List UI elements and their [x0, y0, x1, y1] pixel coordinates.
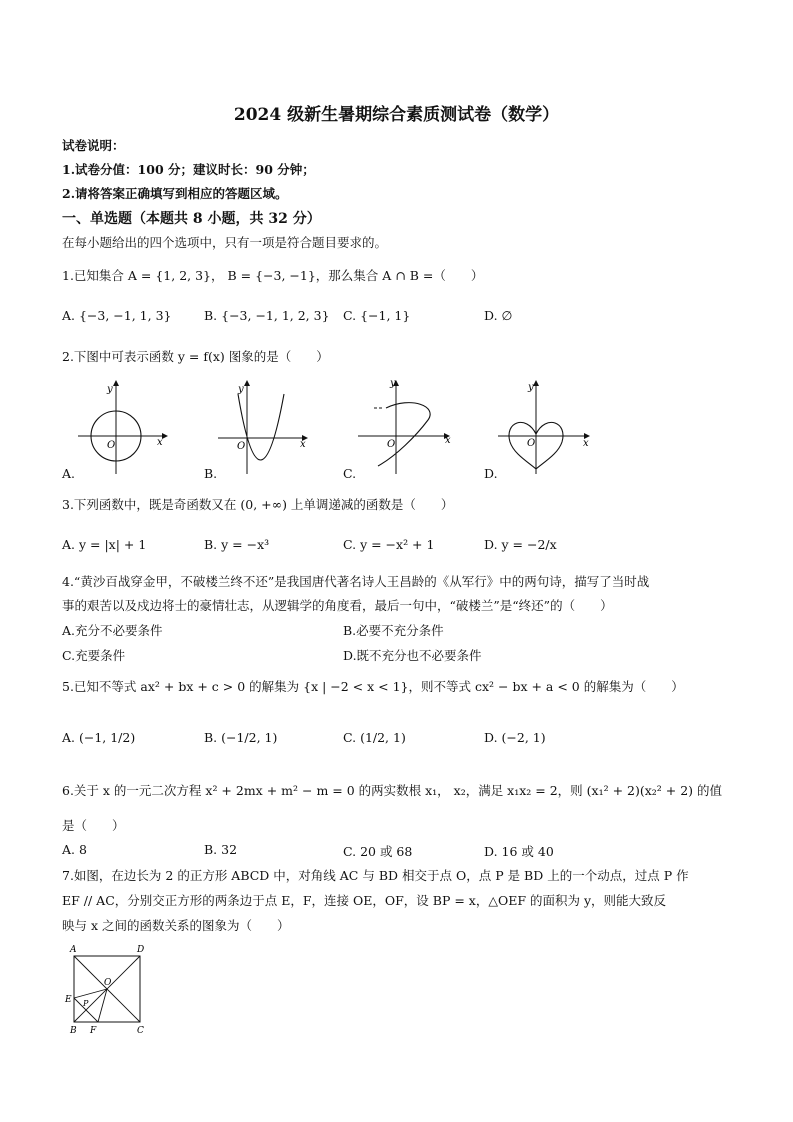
question-5-stem: 5.已知不等式 ax² + bx + c > 0 的解集为 {x | −2 < x < 1}，则不等式 cx² − bx + a < 0 的解集为（ ）: [62, 679, 684, 694]
question-7-stem-line-3: 映与 x 之间的函数关系的图象为（ ）: [62, 918, 290, 933]
question-3-option-a[interactable]: A. y = |x| + 1: [62, 537, 147, 552]
question-4-option-c[interactable]: C.充要条件: [62, 648, 126, 663]
question-1-option-c[interactable]: C. {−1, 1}: [343, 308, 411, 323]
question-1-option-d[interactable]: D. ∅: [484, 308, 513, 323]
graph-c-origin: O: [387, 439, 396, 450]
question-5-option-b[interactable]: B. (−1/2, 1): [204, 730, 278, 745]
question-4-option-b[interactable]: B.必要不充分条件: [343, 623, 444, 638]
question-6-stem-line-2: 是（ ）: [62, 818, 125, 833]
question-3-option-c[interactable]: C. y = −x² + 1: [343, 537, 435, 552]
graph-d: [496, 376, 596, 476]
graph-a: [76, 376, 171, 476]
graph-a-origin: O: [107, 440, 116, 451]
question-3-option-b[interactable]: B. y = −x³: [204, 537, 270, 552]
question-6-option-c[interactable]: C. 20 或 68: [343, 844, 413, 859]
question-2-option-b[interactable]: B.: [204, 466, 218, 481]
graph-c-axis-x: x: [445, 435, 451, 446]
square-label-c: C: [137, 1026, 144, 1036]
question-1-option-b[interactable]: B. {−3, −1, 1, 2, 3}: [204, 308, 330, 323]
section-1-heading: 一、单选题（本题共 8 小题，共 32 分）: [62, 211, 321, 227]
square-label-a: A: [70, 945, 77, 955]
question-2-option-a[interactable]: A.: [62, 466, 76, 481]
square-figure: [60, 940, 160, 1040]
graph-a-axis-x: x: [157, 437, 163, 448]
graph-b-axis-x: x: [300, 439, 306, 450]
question-4-stem-line-2: 事的艰苦以及戍边将士的豪情壮志，从逻辑学的角度看，最后一句中，“破楼兰”是“终还”的（ ）: [62, 598, 613, 613]
question-3-stem: 3.下列函数中，既是奇函数又在 (0, +∞) 上单调递减的函数是（ ）: [62, 497, 454, 512]
graph-b-origin: O: [237, 441, 246, 452]
question-3-option-d[interactable]: D. y = −2/x: [484, 537, 557, 552]
page-title: 2024 级新生暑期综合素质测试卷（数学）: [233, 105, 560, 125]
graph-b: [216, 376, 311, 476]
question-1-option-a[interactable]: A. {−3, −1, 1, 3}: [62, 308, 172, 323]
square-label-b: B: [70, 1026, 77, 1036]
square-label-p: P: [83, 999, 89, 1008]
question-2-stem: 2.下图中可表示函数 y = f(x) 图象的是（ ）: [62, 349, 329, 364]
square-label-f: F: [90, 1026, 97, 1036]
question-6-stem-line-1: 6.关于 x 的一元二次方程 x² + 2mx + m² − m = 0 的两实数根 x₁， x₂，满足 x₁x₂ = 2，则 (x₁² + 2)(x₂² + 2) 的值: [62, 783, 723, 798]
square-label-o: O: [104, 978, 112, 988]
square-label-d: D: [137, 945, 145, 955]
graph-d-axis-y: y: [528, 382, 534, 393]
question-5-option-c[interactable]: C. (1/2, 1): [343, 730, 406, 745]
instructions-line-2: 2.请将答案正确填写到相应的答题区域。: [62, 186, 288, 201]
graph-b-axis-y: y: [238, 384, 244, 395]
question-1-stem: 1.已知集合 A = {1, 2, 3}， B = {−3, −1}，那么集合 A ∩ B =（ ）: [62, 268, 484, 283]
question-7-stem-line-1: 7.如图，在边长为 2 的正方形 ABCD 中，对角线 AC 与 BD 相交于点 O，点 P 是 BD 上的一个动点，过点 P 作: [62, 868, 689, 883]
question-4-stem-line-1: 4.“黄沙百战穿金甲，不破楼兰终不还”是我国唐代著名诗人王昌龄的《从军行》中的两句诗，描写了当时战: [62, 574, 650, 589]
question-5-option-d[interactable]: D. (−2, 1): [484, 730, 546, 745]
question-2-option-d[interactable]: D.: [484, 466, 498, 481]
question-5-option-a[interactable]: A. (−1, 1/2): [62, 730, 136, 745]
instructions-heading: 试卷说明：: [62, 138, 125, 153]
graph-a-axis-y: y: [107, 384, 113, 395]
question-6-option-a[interactable]: A. 8: [62, 842, 87, 857]
question-4-option-a[interactable]: A.充分不必要条件: [62, 623, 163, 638]
question-7-stem-line-2: EF // AC，分别交正方形的两条边于点 E，F，连接 OE，OF，设 BP = x，△OEF 的面积为 y，则能大致反: [62, 893, 667, 908]
question-2-option-c[interactable]: C.: [343, 466, 357, 481]
question-4-option-d[interactable]: D.既不充分也不必要条件: [343, 648, 482, 663]
graph-c: [356, 376, 456, 476]
graph-d-axis-x: x: [583, 438, 589, 449]
graph-d-origin: O: [527, 438, 536, 449]
question-6-option-d[interactable]: D. 16 或 40: [484, 844, 554, 859]
square-label-e: E: [65, 995, 72, 1005]
instructions-line-1: 1.试卷分值：100 分；建议时长：90 分钟；: [62, 162, 315, 177]
section-1-description: 在每小题给出的四个选项中，只有一项是符合题目要求的。: [62, 235, 388, 250]
question-6-option-b[interactable]: B. 32: [204, 842, 238, 857]
graph-c-axis-y: y: [390, 378, 396, 389]
